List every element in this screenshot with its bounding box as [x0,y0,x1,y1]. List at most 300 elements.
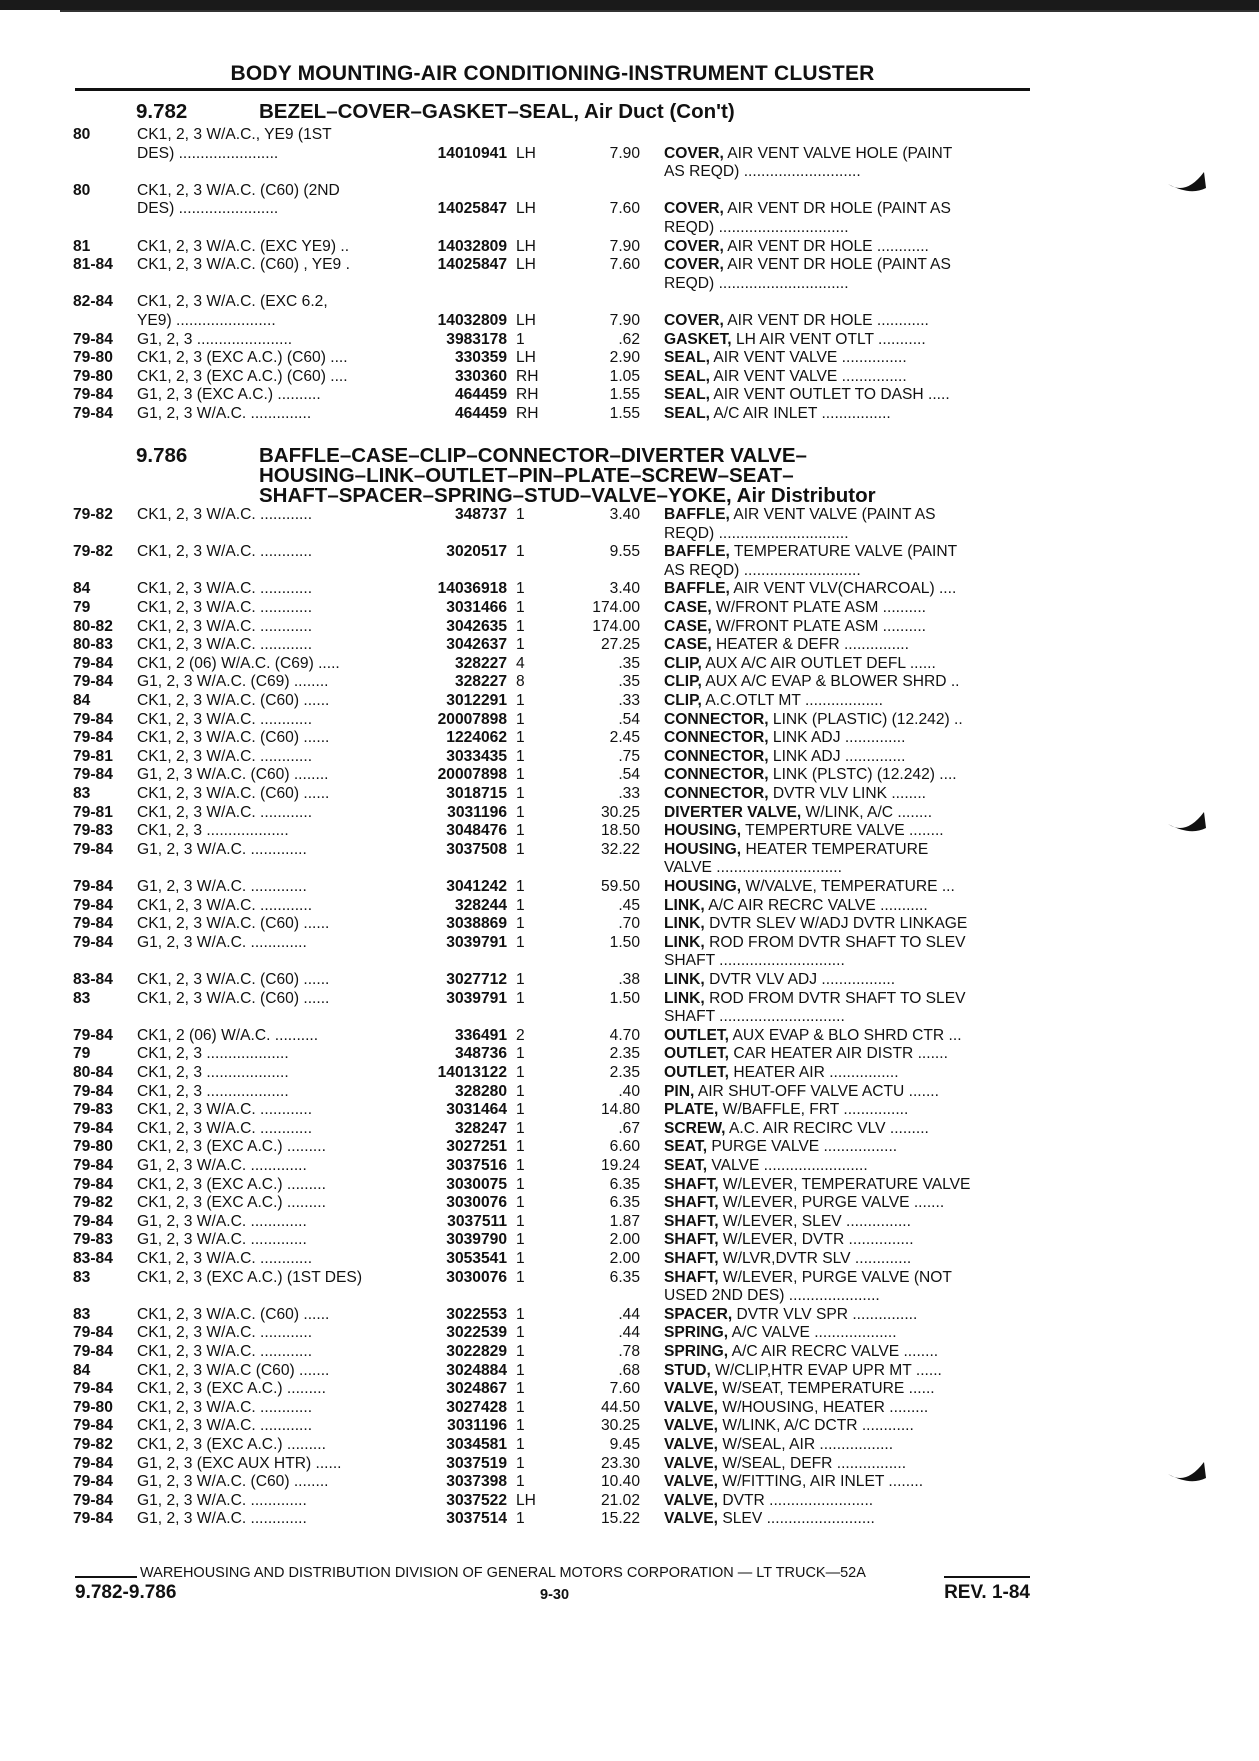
row-part-name: CONNECTOR, [664,747,769,765]
row-price: 2.90 [609,349,640,367]
row-part-name: VALVE, [664,1491,719,1509]
row-price: 18.50 [600,822,640,840]
row-part-number: 3042635 [446,617,507,635]
row-part-number: 3031196 [447,1417,507,1435]
row-part-name: BAFFLE, [664,580,730,598]
row-description-text: LH AIR VENT OTLT ........... [735,330,926,348]
row-quantity: 1 [516,1417,525,1435]
row-model: CK1, 2, 3 W/A.C. (C60) ...... [137,1305,330,1323]
row-quantity: 1 [516,971,525,988]
row-quantity: LH [516,312,536,329]
row-price: .44 [618,1324,640,1342]
row-description-text: W/SEAT, TEMPERATURE ...... [722,1380,935,1398]
row-description-text: W/BAFFLE, FRT ............... [722,1101,909,1119]
row-part-number: 3037511 [447,1212,507,1230]
row-year: 79-84 [73,1417,113,1435]
row-description-text: W/FRONT PLATE ASM .......... [716,617,926,635]
row-description-text: W/LINK, A/C DCTR ............ [722,1417,914,1435]
row-price: 59.50 [600,878,640,895]
row-description [664,331,1024,350]
row-description [664,711,1024,730]
row-part-name: SHAFT, [664,1212,719,1230]
row-description-text: HEATER TEMPERATURE [745,840,929,858]
row-description [664,1269,1024,1288]
row-part-number: 3038869 [446,915,507,933]
row-part-name: SHAFT, [664,1231,719,1249]
row-description [664,1343,1024,1362]
row-description [664,599,1024,618]
row-description-text: ROD FROM DVTR SHAFT TO SLEV [709,933,966,951]
row-year: 79-84 [73,1380,113,1398]
row-model: CK1, 2, 3 W/A.C. ............ [137,1101,313,1119]
row-part-name: SPRING, [664,1343,729,1360]
row-part-name: CASE, [664,599,712,616]
row-part-number: 3022829 [446,1343,507,1360]
row-part-number: 14010941 [437,144,507,162]
row-quantity: 1 [516,1138,525,1156]
row-description [664,1213,1024,1232]
row-description [664,1436,1024,1455]
row-part-number: 3042637 [446,636,507,654]
row-description [664,1473,1024,1492]
row-year: 79 [73,1045,91,1063]
row-year: 79-82 [73,1436,113,1453]
row-model: CK1, 2 (06) W/A.C. (C69) ..... [137,654,340,672]
row-model: CK1, 2, 3 W/A.C. ............ [137,803,313,821]
punch-hole-mark-icon [1164,150,1210,196]
row-price: .62 [618,330,640,348]
row-price: 2.45 [609,729,640,747]
row-price: 7.90 [609,237,640,255]
row-part-name: CONNECTOR, [664,729,769,747]
row-description [664,163,1024,182]
row-part-name: CLIP, [664,692,702,709]
row-year: 84 [73,580,91,598]
row-quantity: 1 [516,766,525,784]
row-description-text: HEATER & DEFR ............... [716,636,909,654]
row-description-text: CAR HEATER AIR DISTR ....... [733,1045,948,1063]
row-price: 10.40 [600,1473,640,1491]
row-description [664,1083,1024,1102]
row-part-number: 3031466 [446,599,507,616]
row-price: .33 [618,785,640,802]
row-quantity: 1 [516,692,525,709]
row-description-text: TEMPERATURE VALVE (PAINT [733,543,958,561]
row-description-text: REQD) .............................. [664,524,849,542]
row-year: 79-80 [73,367,113,385]
row-year: 79-84 [73,729,113,747]
row-description-text: SHAFT ............................. [664,1008,845,1026]
row-part-name: GASKET, [664,330,732,348]
row-description-text: A/C AIR INLET ................ [713,405,891,422]
row-quantity: 1 [516,1250,525,1267]
row-year: 79-84 [73,933,113,951]
row-part-name: CLIP, [664,654,702,672]
row-description [664,673,1024,692]
row-description [664,1380,1024,1399]
row-description-text: W/SEAL, AIR ................. [722,1436,894,1453]
row-part-number: 3030076 [446,1194,507,1212]
row-quantity: 1 [516,599,525,616]
row-model: G1, 2, 3 W/A.C. (C60) ........ [137,1473,329,1491]
row-model: CK1, 2, 3 W/A.C. (C60) ...... [137,729,330,747]
row-description [664,1027,1024,1046]
row-quantity: 1 [516,1119,525,1137]
row-quantity: 1 [516,878,525,895]
row-part-number: 3037519 [446,1454,507,1472]
row-year: 79-83 [73,1231,113,1249]
row-description [664,1324,1024,1343]
row-part-name: CASE, [664,636,712,654]
row-model: CK1, 2, 3 (EXC A.C.) ......... [137,1175,326,1193]
row-description [664,1250,1024,1269]
footer-page-number: 9-30 [540,1587,570,1603]
punch-hole-mark-icon [1164,1440,1210,1486]
row-year: 82-84 [73,293,113,311]
row-description-text: W/FRONT PLATE ASM .......... [716,599,926,616]
row-part-number: 3030075 [446,1175,507,1193]
row-part-number: 3018715 [446,785,507,802]
row-price: 7.90 [609,312,640,329]
row-model: CK1, 2, 3 W/A.C. (C60) ...... [137,971,330,988]
row-model: CK1, 2, 3 W/A.C. (C60) ...... [137,692,330,709]
row-part-name: PIN, [664,1082,695,1100]
row-description [664,1064,1024,1083]
row-description-text: AIR VENT VALVE (PAINT AS [733,506,936,523]
row-price: 15.22 [600,1510,640,1528]
row-part-name: COVER, [664,312,724,329]
row-price: .35 [618,654,640,672]
row-model: CK1, 2, 3 (EXC A.C.) (C60) .... [137,367,348,385]
row-part-number: 464459 [454,405,507,422]
row-quantity: 1 [516,636,525,654]
row-part-name: STUD, [664,1361,711,1379]
row-description-text: AS REQD) ........................... [664,163,861,181]
row-quantity: RH [516,386,539,404]
row-model: G1, 2, 3 W/A.C. ............. [137,1231,307,1249]
row-part-number: 14025847 [437,256,507,274]
row-description [664,1231,1024,1250]
row-part-name: SPRING, [664,1324,729,1342]
row-part-name: VALVE, [664,1473,719,1491]
row-part-name: SPACER, [664,1305,733,1323]
row-quantity: LH [516,200,536,218]
row-part-number: 3034581 [446,1436,507,1453]
row-model: CK1, 2, 3 (EXC A.C.) ......... [137,1194,326,1212]
row-year: 84 [73,1361,91,1379]
row-part-name: HOUSING, [664,822,742,840]
row-model: CK1, 2, 3 ................... [137,822,289,840]
row-description-text: W/FITTING, AIR INLET ........ [722,1473,924,1491]
row-description-text: W/LEVER, SLEV ............... [722,1212,911,1230]
row-price: 6.35 [609,1194,640,1212]
row-quantity: 1 [516,543,525,561]
row-part-name: PLATE, [664,1101,719,1119]
row-year: 79-84 [73,405,113,422]
row-part-name: LINK, [664,933,705,951]
row-year: 81 [73,237,91,255]
row-price: 6.60 [609,1138,640,1156]
row-part-number: 3983178 [446,330,507,348]
row-quantity: 1 [516,1343,525,1360]
row-model: CK1, 2, 3 W/A.C. ............ [137,1343,313,1360]
row-price: .54 [618,710,640,728]
row-quantity: 1 [516,710,525,728]
row-description [664,766,1024,785]
row-quantity: 1 [516,1064,525,1081]
row-year: 79-84 [73,896,113,914]
row-part-number: 3037508 [446,840,507,858]
row-year: 83 [73,1268,91,1286]
row-model: CK1, 2, 3 (EXC A.C.) ......... [137,1436,326,1453]
row-description-text: W/CLIP,HTR EVAP UPR MT ...... [715,1361,942,1379]
row-price: .78 [618,1343,640,1360]
section-title: BAFFLE–CASE–CLIP–CONNECTOR–DIVERTER VALVE– HOUSING–LINK–OUTLET–PIN–PLATE–SCREW–SEAT– SHAFT–SPACER–SPRING–STUD–VALVE–YOKE, Air Distributor [259,444,876,507]
row-quantity: 1 [516,1231,525,1249]
row-description-text: REQD) .............................. [664,274,849,292]
row-year: 79-84 [73,1343,113,1360]
row-year: 79-82 [73,506,113,523]
row-year: 79-84 [73,654,113,672]
row-model: DES) ....................... [137,200,279,218]
row-description-text: W/HOUSING, HEATER ......... [722,1398,929,1416]
row-price: 2.35 [609,1064,640,1081]
row-year: 80 [73,126,91,143]
row-part-number: 3031196 [447,803,507,821]
row-description [664,971,1024,990]
row-model: CK1, 2, 3 W/A.C. (C60) ...... [137,785,330,802]
row-model: CK1, 2, 3 W/A.C., YE9 (1ST [137,126,332,143]
row-quantity: 1 [516,785,525,802]
row-price: 21.02 [600,1491,640,1509]
row-part-name: DIVERTER VALVE, [664,803,802,821]
row-part-number: 3031464 [446,1101,507,1119]
row-year: 79-84 [73,1119,113,1137]
row-description [664,580,1024,599]
row-quantity: 1 [516,1101,525,1119]
row-description [664,543,1024,562]
row-year: 79-84 [73,1026,113,1044]
row-description-text: W/SEAL, DEFR ................ [722,1454,907,1472]
row-quantity: 1 [516,1305,525,1323]
row-part-name: HOUSING, [664,878,742,895]
row-description-text: W/VALVE, TEMPERATURE ... [745,878,955,895]
row-year: 79-84 [73,878,113,895]
row-description-text: AIR VENT VALVE ............... [713,349,907,367]
row-part-number: 464459 [454,386,507,404]
row-description-text: AIR SHUT-OFF VALVE ACTU ....... [697,1082,939,1100]
row-quantity: 1 [516,1380,525,1398]
row-price: .35 [618,673,640,691]
row-year: 79-84 [73,915,113,933]
row-quantity: LH [516,1491,536,1509]
row-quantity: 1 [516,1510,525,1528]
row-model: CK1, 2, 3 W/A.C. (C60) , YE9 . [137,256,350,274]
row-price: 32.22 [600,840,640,858]
row-quantity: LH [516,237,536,255]
scan-top-border-thin [60,10,1259,12]
row-part-number: 3027712 [446,971,507,988]
row-description [664,915,1024,934]
row-description [664,1157,1024,1176]
row-part-number: 20007898 [437,710,507,728]
row-part-name: SEAL, [664,367,710,385]
row-quantity: LH [516,256,536,274]
row-year: 79-84 [73,386,113,404]
row-model: CK1, 2, 3 W/A.C. ............ [137,543,313,561]
row-description-text: LINK ADJ .............. [772,729,906,747]
row-model: CK1, 2, 3 W/A.C. ............ [137,896,313,914]
row-description-text: AIR VENT OUTLET TO DASH ..... [713,386,950,404]
row-description-text: AIR VENT VALVE HOLE (PAINT [727,144,953,162]
row-model: CK1, 2, 3 W/A.C. ............ [137,1119,313,1137]
row-price: .54 [618,766,640,784]
row-part-number: 336491 [454,1026,507,1044]
row-description-text: A/C AIR RECRC VALVE ........ [731,1343,939,1360]
row-description-text: DVTR SLEV W/ADJ DVTR LINKAGE [709,915,968,933]
row-description-text: AUX A/C AIR OUTLET DEFL ...... [705,654,936,672]
row-price: 4.70 [609,1026,640,1044]
row-model: CK1, 2, 3 W/A.C. ............ [137,1398,313,1416]
row-price: .68 [618,1361,640,1379]
row-description-text: AIR VENT DR HOLE ............ [727,312,929,329]
row-price: 3.40 [609,580,640,598]
row-description-text: W/LEVER, PURGE VALVE ....... [722,1194,945,1212]
row-part-name: OUTLET, [664,1026,729,1044]
row-description [664,1138,1024,1157]
row-part-number: 3020517 [446,543,507,561]
row-description-text: LINK (PLSTC) (12.242) .... [772,766,957,784]
row-part-name: COVER, [664,237,724,255]
row-description [664,238,1024,257]
footer-section-range: 9.782-9.786 [75,1582,177,1603]
row-price: 7.60 [609,1380,640,1398]
row-description-text: VALVE ........................ [711,1157,868,1174]
row-description-text: TEMPERTURE VALVE ........ [745,822,944,840]
row-quantity: 1 [516,1212,525,1230]
row-year: 80 [73,181,91,199]
row-price: 19.24 [600,1157,640,1174]
row-description [664,506,1024,525]
row-part-name: LINK, [664,915,705,933]
row-quantity: 1 [516,1361,525,1379]
footer-division-text: WAREHOUSING AND DISTRIBUTION DIVISION OF GENERAL MOTORS CORPORATION — LT TRUCK—52A [140,1565,866,1581]
row-price: 9.55 [609,543,640,561]
row-year: 79-84 [73,1473,113,1491]
row-part-name: SEAL, [664,349,710,367]
row-part-name: SEAT, [664,1138,708,1156]
row-year: 79-84 [73,673,113,691]
row-quantity: 1 [516,580,525,598]
row-model: CK1, 2, 3 W/A.C. ............ [137,710,313,728]
row-description-text: LINK ADJ .............. [772,747,906,765]
row-description [664,1455,1024,1474]
row-description-text: SLEV ......................... [722,1510,875,1528]
row-model: G1, 2, 3 (EXC AUX HTR) ...... [137,1454,342,1472]
row-model: CK1, 2, 3 W/A.C. (C60) ...... [137,915,330,933]
row-description-text: PURGE VALVE ................. [711,1138,898,1156]
row-description [664,562,1024,581]
row-quantity: 1 [516,822,525,840]
row-quantity: 4 [516,654,525,672]
row-description [664,859,1024,878]
row-part-number: 3030076 [446,1268,507,1286]
row-part-number: 3012291 [446,692,507,709]
row-part-name: SCREW, [664,1119,726,1137]
row-description [664,897,1024,916]
row-quantity: 1 [516,729,525,747]
row-model: CK1, 2, 3 (EXC A.C.) ......... [137,1138,326,1156]
row-part-name: VALVE, [664,1417,719,1435]
row-part-name: SEAT, [664,1157,708,1174]
row-year: 79-84 [73,1212,113,1230]
row-description [664,312,1024,331]
row-part-number: 348736 [454,1045,507,1063]
row-quantity: 1 [516,330,525,348]
row-year: 79-84 [73,1157,113,1174]
row-quantity: 1 [516,1324,525,1342]
row-description [664,692,1024,711]
row-price: 7.60 [609,200,640,218]
row-part-number: 3041242 [446,878,507,895]
row-part-number: 14025847 [437,200,507,218]
row-model: CK1, 2, 3 W/A.C. (EXC 6.2, [137,293,328,311]
row-price: .75 [618,747,640,765]
row-part-name: HOUSING, [664,840,742,858]
row-description-text: W/LEVER, DVTR ............... [722,1231,914,1249]
row-price: 1.87 [609,1212,640,1230]
row-quantity: RH [516,367,539,385]
row-model: CK1, 2, 3 W/A.C. ............ [137,599,313,616]
row-price: 1.50 [609,989,640,1007]
row-model: YE9) ....................... [137,312,276,329]
row-price: 3.40 [609,506,640,523]
row-part-number: 328227 [454,673,507,691]
row-quantity: 1 [516,1398,525,1416]
row-year: 79-84 [73,1324,113,1342]
row-part-number: 14032809 [437,312,507,329]
row-year: 79-83 [73,1101,113,1119]
row-model: CK1, 2, 3 W/A.C. ............ [137,506,313,523]
row-description [664,1399,1024,1418]
row-price: .40 [618,1082,640,1100]
row-part-name: OUTLET, [664,1064,729,1081]
row-part-number: 3037398 [446,1473,507,1491]
row-part-name: SHAFT, [664,1194,719,1212]
row-part-number: 3039790 [446,1231,507,1249]
row-description-text: A/C VALVE ................... [731,1324,897,1342]
row-model: G1, 2, 3 W/A.C. ............. [137,1510,307,1528]
row-price: 1.55 [609,405,640,422]
row-description-text: AUX EVAP & BLO SHRD CTR ... [732,1026,962,1044]
row-year: 79-84 [73,1082,113,1100]
row-part-name: CONNECTOR, [664,710,769,728]
row-model: CK1, 2, 3 ................... [137,1045,289,1063]
row-year: 83 [73,989,91,1007]
row-quantity: 8 [516,673,525,691]
row-part-name: SEAL, [664,405,710,422]
row-price: 44.50 [600,1398,640,1416]
row-price: 174.00 [592,599,640,616]
row-model: CK1, 2, 3 W/A.C. ............ [137,1417,313,1435]
row-model: CK1, 2, 3 W/A.C. ............ [137,580,313,598]
row-model: CK1, 2, 3 W/A.C. (C60) (2ND [137,181,340,199]
row-part-number: 3039791 [446,989,507,1007]
row-model: CK1, 2, 3 ................... [137,1064,289,1081]
row-description [664,1194,1024,1213]
row-description-text: W/LEVER, PURGE VALVE (NOT [722,1268,952,1286]
footer-revision: REV. 1-84 [944,1582,1030,1603]
